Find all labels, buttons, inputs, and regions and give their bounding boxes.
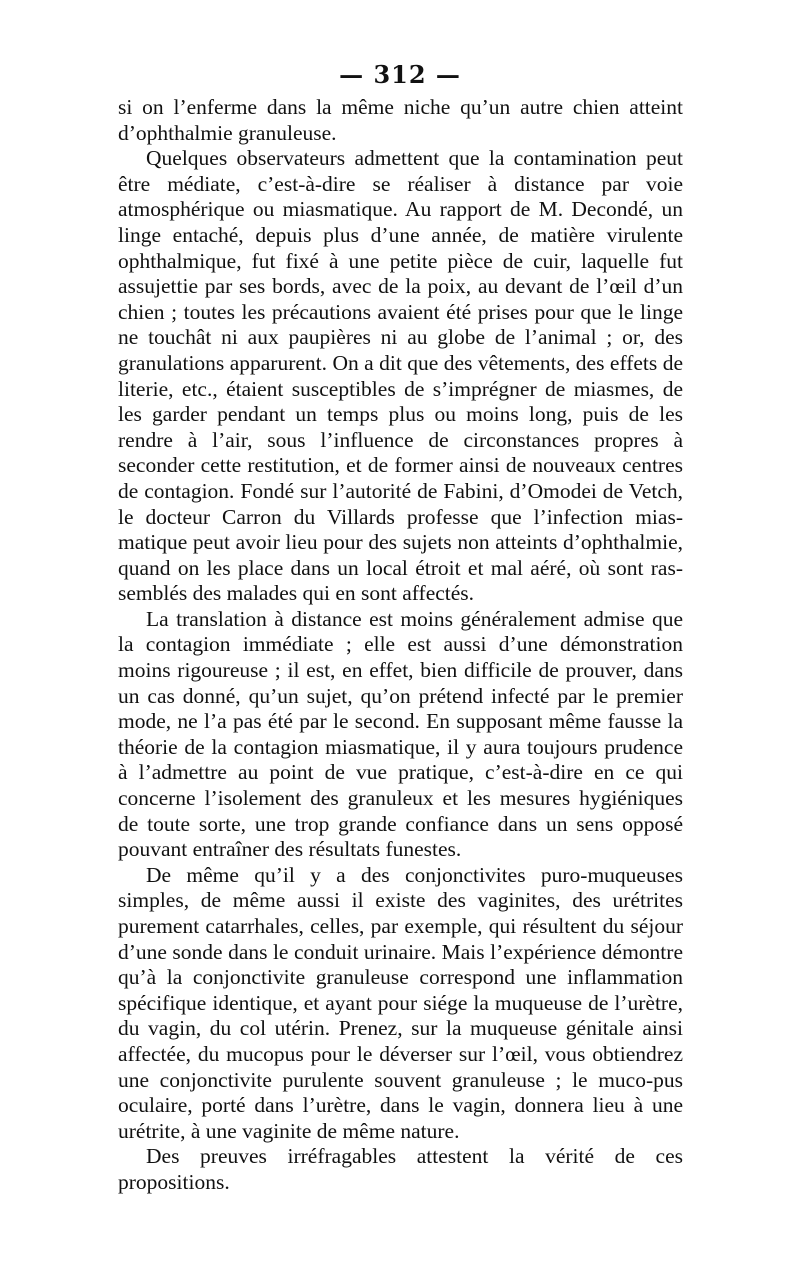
paragraph-continuation: si on l’enferme dans la même niche qu’un autre chien atteint d’ophthalmie granuleuse. bbox=[118, 95, 683, 145]
paragraph-distance-translation: La translation à distance est moins généralement admise que la contagion immédiate ; elle est aussi d’une démonstration moins rigoureuse ; il est, en effet, bien difficile de prouver, dans un cas donné, qu’un sujet, qu’on prétend infecté par le premier mode, ne l’a pas été par le second. En supposant même fausse la théorie de la contagion miasmatique, il y aura toujours prudence à l’admettre au point de vue pratique, c’est-à-dire en ce qui concerne l’isolement des granuleux et les mesures hygiéniques de toute sorte, une trop grande confiance dans un sens opposé pouvant entraîner des résultats funestes. bbox=[118, 606, 683, 862]
paragraph-genital-analogy: De même qu’il y a des conjonctivites puro-muqueuses simples, de même aussi il existe des vaginites, des urétrites purement catarrhales, celles, par exemple, qui résultent du séjour d’une sonde dans le conduit urinaire. Mais l’expérience démontre qu’à la conjonctivite granuleuse correspond une inflammation spécifique identique, et ayant pour siége la muqueuse de l’urètre, du vagin, du col utérin. Prenez, sur la muqueuse génitale ainsi affectée, du mucopus pour le déverser sur l’œil, vous obtiendrez une conjonctivite purulente souvent granuleuse ; le muco-pus oculaire, porté dans l’urètre, dans le vagin, donnera lieu à une urétrite, à une vaginite de même nature. bbox=[118, 862, 683, 1143]
paragraph-conclusion: Des preuves irréfragables attestent la vérité de ces propositions. bbox=[118, 1144, 683, 1194]
body-text bbox=[118, 95, 683, 1196]
page-number: — 312 — bbox=[339, 60, 461, 89]
paragraph-mediate-contamination: Quelques observateurs admettent que la contamination peut être médiate, c’est-à-dire se réaliser à distance par voie atmosphérique ou miasmatique. Au rapport de M. Decondé, un linge entaché, depuis plus d’une année, de matière virulente ophthalmique, fut fixé à une petite pièce de cuir, laquelle fut assujettie par ses bords, avec de la poix, au devant de l’œil d’un chien ; toutes les précautions avaient été prises pour que le linge ne touchât ni aux paupières ni au globe de l’animal ; or, des granulations apparurent. On a dit que des vêtements, des effets de literie, etc., étaient susceptibles de s’imprégner de miasmes, de les garder pendant un temps plus ou moins long, puis de les rendre à l’air, sous l’influence de circonstances propres à seconder cette restitution, et de former ainsi de nouveaux centres de contagion. Fondé sur l’autorité de Fabini, d’Omodei de Vetch, le docteur Carron du Villards professe que l’infection miasmatique peut avoir lieu pour des sujets non atteints d’ophthalmie, quand on les place dans un local étroit et mal aéré, où sont rassemblés des malades qui en sont affectés. bbox=[118, 146, 683, 606]
